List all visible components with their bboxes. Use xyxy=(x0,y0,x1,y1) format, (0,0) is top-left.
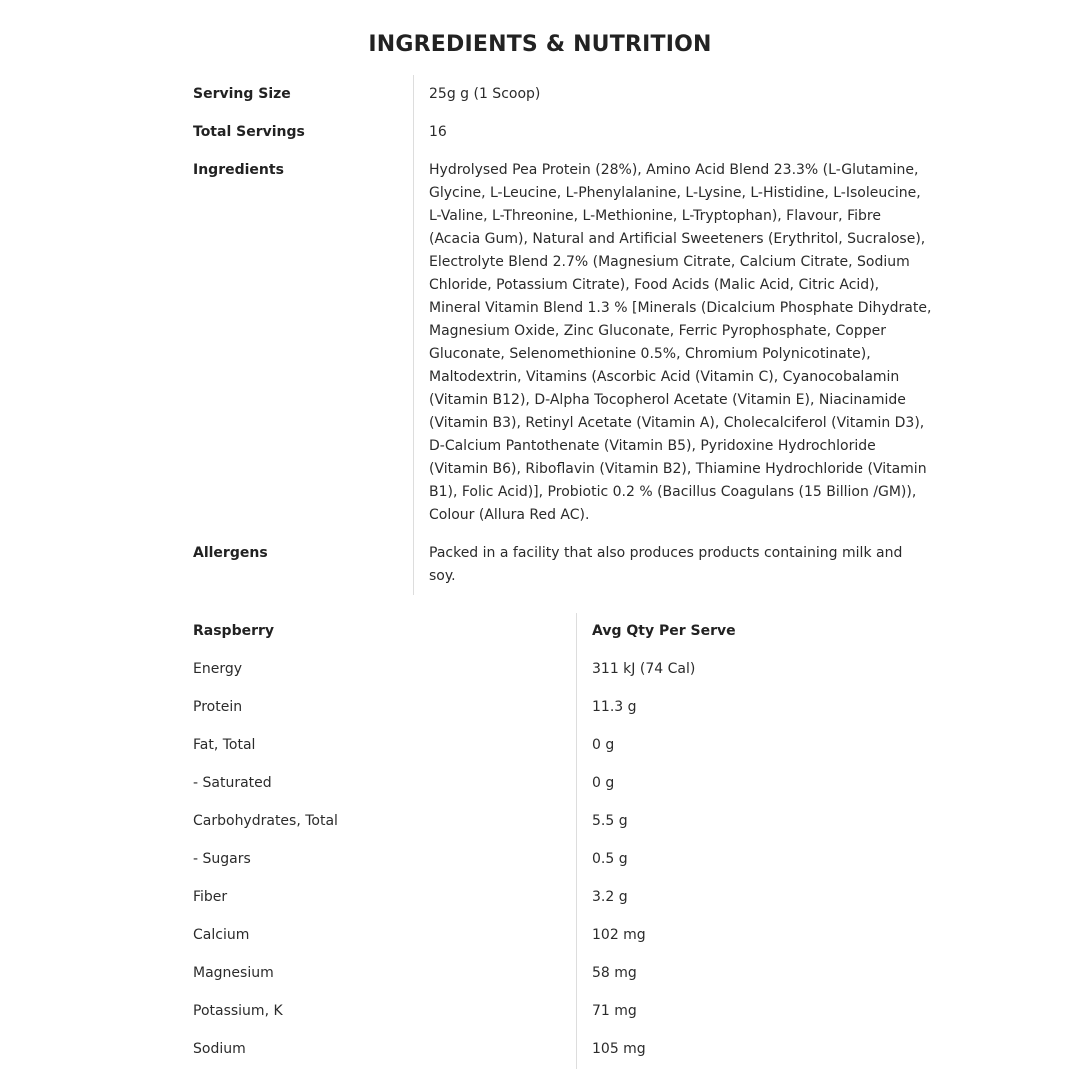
nutrient-qty: 0 g xyxy=(576,765,933,803)
nutrient-name: Sodium xyxy=(193,1041,246,1057)
info-row-ingredients xyxy=(193,151,933,534)
table-row xyxy=(193,993,933,1031)
nutrient-qty: 102 mg xyxy=(576,917,933,955)
nutrition-table xyxy=(193,613,933,1069)
table-row xyxy=(193,879,933,917)
info-value: Packed in a facility that also produces products containing milk and soy. xyxy=(413,534,933,595)
nutrient-qty: 0 g xyxy=(576,727,933,765)
info-label: Allergens xyxy=(193,545,268,561)
product-info-table xyxy=(193,75,933,595)
info-label: Ingredients xyxy=(193,162,284,178)
nutrient-name: Calcium xyxy=(193,927,250,943)
info-row-total-servings xyxy=(193,113,933,151)
nutrient-qty: 0.5 g xyxy=(576,841,933,879)
table-row xyxy=(193,727,933,765)
table-row xyxy=(193,765,933,803)
info-label: Total Servings xyxy=(193,124,305,140)
nutrient-qty: 71 mg xyxy=(576,993,933,1031)
nutrition-header-qty: Avg Qty Per Serve xyxy=(576,613,933,651)
nutrient-name: Magnesium xyxy=(193,965,274,981)
info-row-serving-size xyxy=(193,75,933,113)
nutrient-name: Fiber xyxy=(193,889,228,905)
info-value: 25g g (1 Scoop) xyxy=(413,75,933,113)
page-title: INGREDIENTS & NUTRITION xyxy=(368,31,712,57)
nutrition-header-row xyxy=(193,613,933,651)
info-value: Hydrolysed Pea Protein (28%), Amino Acid Blend 23.3% (L-Glutamine, Glycine, L-Leucine, L-Phenylalanine, L-Lysine, L-Histidine, L-Isoleucine, L-Valine, L-Threonine, L-Methionine, L-Tryptophan), Flavour, Fibre (Acacia Gum), Natural and Artificial Sweeteners (Erythritol, Sucralose), Electrolyte Blend 2.7% (Magnesium Citrate, Calcium Citrate, Sodium Chloride, Potassium Citrate), Food Acids (Malic Acid, Citric Acid), Mineral Vitamin Blend 1.3 % [Minerals (Dicalcium Phosphate Dihydrate, Magnesium Oxide, Zinc Gluconate, Ferric Pyrophosphate, Copper Gluconate, Selenomethionine 0.5%, Chromium Polynicotinate), Maltodextrin, Vitamins (Ascorbic Acid (Vitamin C), Cyanocobalamin (Vitamin B12), D-Alpha Tocopherol Acetate (Vitamin E), Niacinamide (Vitamin B3), Retinyl Acetate (Vitamin A), Cholecalciferol (Vitamin D3), D-Calcium Pantothenate (Vitamin B5), Pyridoxine Hydrochloride (Vitamin B6), Riboflavin (Vitamin B2), Thiamine Hydrochloride (Vitamin B1), Folic Acid)], Probiotic 0.2 % (Bacillus Coagulans (15 Billion /GM)), Colour (Allura Red AC). xyxy=(413,151,933,534)
nutrient-qty: 105 mg xyxy=(576,1031,933,1069)
nutrient-name: Energy xyxy=(193,661,243,677)
nutrient-qty: 11.3 g xyxy=(576,689,933,727)
nutrient-qty: 5.5 g xyxy=(576,803,933,841)
nutrient-qty: 3.2 g xyxy=(576,879,933,917)
table-row xyxy=(193,689,933,727)
nutrient-name: - Sugars xyxy=(193,851,251,867)
table-row xyxy=(193,1031,933,1069)
table-row xyxy=(193,917,933,955)
nutrition-header-flavour: Raspberry xyxy=(193,623,275,639)
table-row xyxy=(193,841,933,879)
info-label: Serving Size xyxy=(193,86,291,102)
table-row xyxy=(193,803,933,841)
table-row xyxy=(193,651,933,689)
info-value: 16 xyxy=(413,113,933,151)
nutrient-name: Potassium, K xyxy=(193,1003,283,1019)
nutrient-name: Fat, Total xyxy=(193,737,256,753)
nutrient-name: Protein xyxy=(193,699,243,715)
nutrient-qty: 58 mg xyxy=(576,955,933,993)
info-row-allergens xyxy=(193,534,933,595)
nutrient-name: Carbohydrates, Total xyxy=(193,813,338,829)
nutrient-qty: 311 kJ (74 Cal) xyxy=(576,651,933,689)
table-row xyxy=(193,955,933,993)
nutrient-name: - Saturated xyxy=(193,775,272,791)
